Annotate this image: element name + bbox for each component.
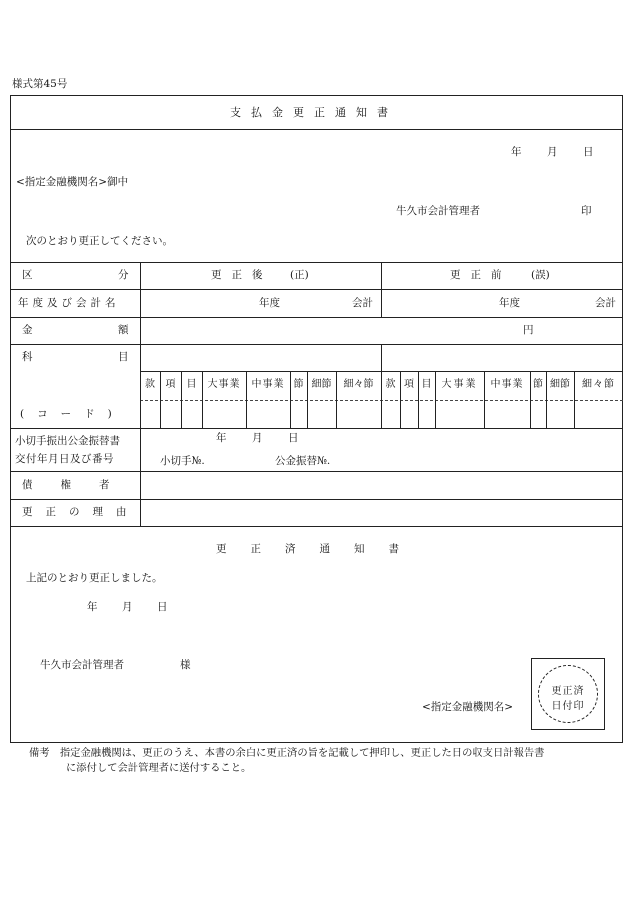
note-line-2: に添付して会計管理者に送付すること。 <box>66 762 252 774</box>
date-month: 月 <box>547 146 558 158</box>
header-before-mark: (誤) <box>531 269 550 281</box>
label-code: (コード) <box>20 408 125 420</box>
code-col-header: 項 <box>165 379 176 390</box>
code-col-header: 項 <box>404 379 414 390</box>
code-col-header: 細々節 <box>582 379 615 390</box>
label-column-line <box>140 262 141 526</box>
completion-bank: <指定金融機関名> <box>422 701 514 713</box>
code-col-header: 中事業 <box>490 379 524 390</box>
completion-title: 更正済通知書 <box>216 543 423 555</box>
completion-text: 上記のとおり更正しました。 <box>26 572 163 584</box>
code-col-header: 款 <box>145 379 155 390</box>
label-kubun-b: 分 <box>118 269 129 281</box>
code-col-header: 大事業 <box>441 379 478 390</box>
code-col-header: 目 <box>421 379 432 390</box>
label-kingaku-b: 額 <box>118 324 129 336</box>
yen-unit: 円 <box>523 324 534 336</box>
intro-text: 次のとおり更正してください。 <box>26 235 173 247</box>
date-stamp-circle <box>538 665 598 723</box>
stamp-line-1: 更正済 <box>551 686 585 697</box>
title-divider <box>10 129 623 130</box>
code-col-header: 細節 <box>550 379 570 390</box>
label-kamoku-b: 目 <box>118 351 129 363</box>
stamp-line-2: 日付印 <box>551 701 585 712</box>
completion-year: 年 <box>87 601 98 613</box>
completion-day: 日 <box>157 601 168 613</box>
completion-honorific: 様 <box>180 659 191 671</box>
code-col-header: 款 <box>385 379 396 390</box>
label-check-1: 小切手振出公金振替書 <box>15 435 120 447</box>
code-col-header: 細々節 <box>343 379 374 390</box>
form-number: 様式第45号 <box>12 78 68 90</box>
check-year: 年 <box>216 432 227 444</box>
code-col-header: 節 <box>293 379 304 390</box>
code-col-header: 中事業 <box>251 379 285 390</box>
completion-recipient: 牛久市会計管理者 <box>40 659 124 671</box>
issuer-name: 牛久市会計管理者 <box>396 205 480 217</box>
kaikei-before: 会計 <box>595 297 616 309</box>
date-day: 日 <box>583 146 594 158</box>
code-col-header: 目 <box>186 379 197 390</box>
row-line <box>10 471 623 472</box>
header-after: 更正後 <box>211 269 273 281</box>
label-creditor: 債権者 <box>22 479 138 491</box>
issuer-seal: 印 <box>581 205 592 217</box>
nendo-before: 年度 <box>499 297 520 309</box>
label-kamoku-a: 科 <box>22 351 33 363</box>
check-number: 小切手№. <box>160 455 205 467</box>
row-line <box>10 289 623 290</box>
label-reason: 更正の理由 <box>22 506 140 518</box>
row-line <box>10 317 623 318</box>
label-kubun-a: 区 <box>22 269 33 281</box>
note-line-1: 備考 指定金融機関は、更正のうえ、本書の余白に更正済の旨を記載して押印し、更正した日の収支日計報告書 <box>29 747 545 759</box>
date-stamp-box <box>531 658 605 730</box>
date-year: 年 <box>511 146 522 158</box>
label-nendo: 年度及び会計名 <box>18 297 120 309</box>
nendo-after: 年度 <box>259 297 280 309</box>
row-line <box>10 428 623 429</box>
row-line <box>10 526 623 527</box>
label-check-2: 交付年月日及び番号 <box>15 453 114 465</box>
form-title: 支払金更正通知書 <box>230 106 398 119</box>
code-col-header: 大事業 <box>207 379 241 390</box>
label-kingaku-a: 金 <box>22 324 33 336</box>
code-col-header: 細節 <box>311 379 332 390</box>
transfer-number: 公金振替№. <box>275 455 331 467</box>
middle-line <box>381 262 382 317</box>
code-col-header: 節 <box>533 379 543 390</box>
check-month: 月 <box>252 432 263 444</box>
table-top-line <box>10 262 623 263</box>
row-line <box>10 344 623 345</box>
completion-month: 月 <box>122 601 133 613</box>
header-after-mark: (正) <box>290 269 309 281</box>
addressee: <指定金融機関名>御中 <box>16 176 129 188</box>
header-before: 更正前 <box>450 269 512 281</box>
kaikei-after: 会計 <box>352 297 373 309</box>
check-day: 日 <box>288 432 299 444</box>
row-line <box>10 499 623 500</box>
